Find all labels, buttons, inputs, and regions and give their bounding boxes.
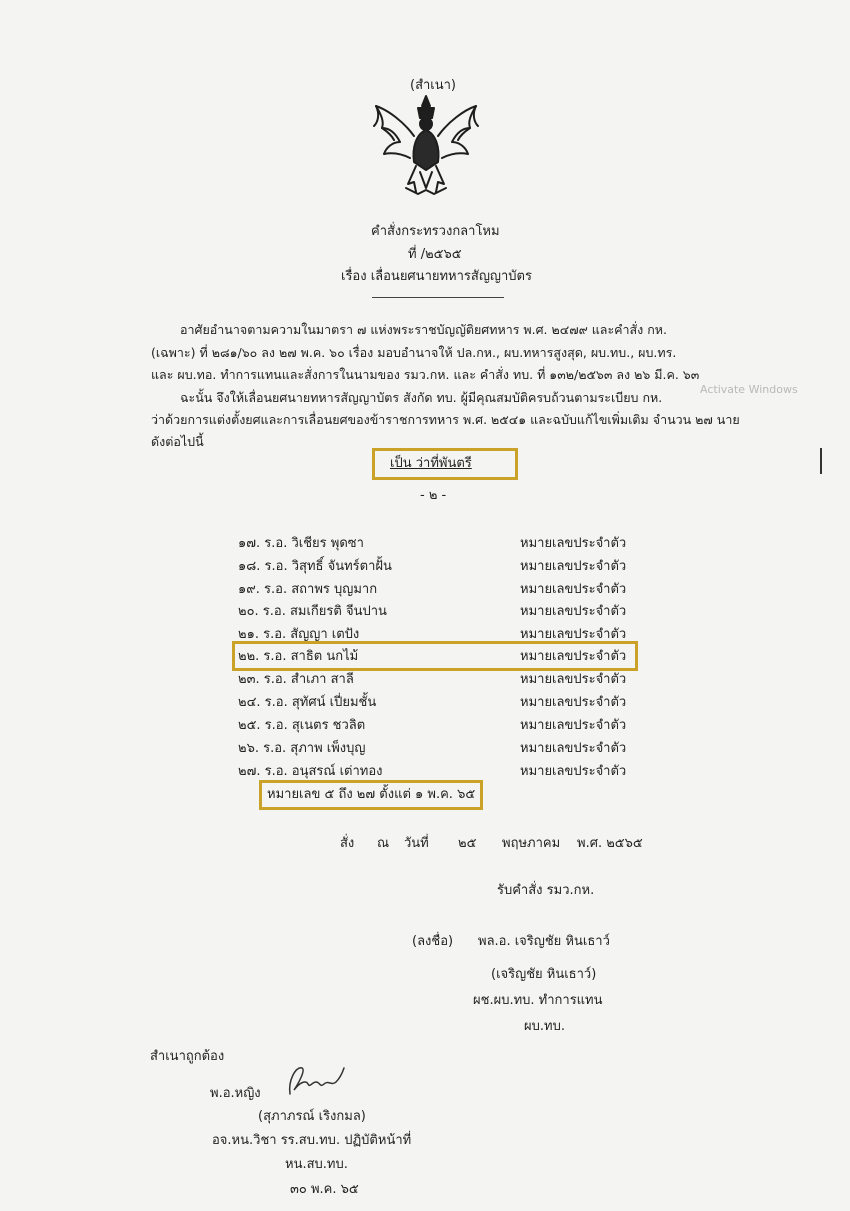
list-item-name: ๑๙. ร.อ. สถาพร บุญมาก — [238, 582, 378, 597]
certification-date: ๓๐ พ.ค. ๖๕ — [290, 1182, 359, 1197]
order-number: ที่ /๒๕๖๕ — [408, 247, 462, 262]
signed-label: (ลงชื่อ) — [412, 934, 454, 949]
page-marker: - ๒ - — [420, 488, 447, 503]
order-subject: เรื่อง เลื่อนยศนายทหารสัญญาบัตร — [341, 269, 532, 284]
header-divider — [372, 297, 504, 298]
position-line-1: ผช.ผบ.ทบ. ทำการแทน — [473, 993, 603, 1008]
list-item — [238, 692, 628, 714]
activation-watermark: Activate Windows — [700, 383, 798, 396]
list-item — [238, 579, 628, 601]
list-item-id-label: หมายเลขประจำตัว — [520, 695, 627, 710]
list-item-id-label: หมายเลขประจำตัว — [520, 718, 627, 733]
list-item-id-label: หมายเลขประจำตัว — [520, 764, 627, 779]
certifier-position: อจ.หน.วิชา รร.สบ.ทบ. ปฏิบัติหน้าที่ — [212, 1133, 412, 1148]
order-date-label: ณ — [377, 836, 390, 851]
list-item — [238, 669, 628, 691]
list-item — [238, 738, 628, 760]
cursor-bar — [820, 448, 822, 474]
list-item-id-label: หมายเลขประจำตัว — [520, 627, 627, 642]
list-item-highlighted — [238, 646, 628, 668]
list-item-name: ๒๐. ร.อ. สมเกียรติ จีนปาน — [238, 604, 387, 619]
list-item-name: ๑๗. ร.อ. วิเชียร พุดซา — [238, 536, 364, 551]
order-date-label: สั่ง — [340, 836, 355, 851]
list-item-id-label: หมายเลขประจำตัว — [520, 672, 627, 687]
certified-copy: สำเนาถูกต้อง — [150, 1049, 225, 1064]
list-item — [238, 533, 628, 555]
signed-name: พล.อ. เจริญชัย หินเธาว์ — [478, 934, 610, 949]
handwritten-signature-icon — [282, 1060, 352, 1100]
certifier-name: (สุภาภรณ์ เริงกมล) — [258, 1109, 366, 1124]
list-item-id-label: หมายเลขประจำตัว — [520, 604, 627, 619]
order-date-day: ๒๕ — [458, 836, 477, 851]
certifier-unit: หน.สบ.ทบ. — [285, 1157, 348, 1172]
list-item-name: ๒๓. ร.อ. สำเภา สาลี — [238, 672, 354, 687]
list-item-id-label: หมายเลขประจำตัว — [520, 536, 627, 551]
copy-mark: (สำเนา) — [410, 78, 457, 93]
list-item-name: ๒๒. ร.อ. สาธิต นกไม้ — [238, 649, 359, 664]
para-line: อาศัยอำนาจตามความในมาตรา ๗ แห่งพระราชบัญญัติยศทหาร พ.ศ. ๒๔๗๙ และคำสั่ง กห. — [180, 322, 668, 337]
rank-heading: เป็น ว่าที่พันตรี — [390, 456, 472, 471]
order-date-year: พ.ศ. ๒๕๖๕ — [577, 836, 643, 851]
effective-note: หมายเลข ๕ ถึง ๒๗ ตั้งแต่ ๑ พ.ค. ๖๕ — [267, 787, 476, 802]
list-item-name: ๑๘. ร.อ. วิสุทธิ์ จันทร์ตาฝั้น — [238, 559, 392, 574]
order-date-label: วันที่ — [404, 836, 429, 851]
order-title: คำสั่งกระทรวงกลาโหม — [371, 224, 500, 239]
para-line: ฉะนั้น จึงให้เลื่อนยศนายทหารสัญญาบัตร สังกัด ทบ. ผู้มีคุณสมบัติครบถ้วนตามระเบียบ กห. — [180, 390, 663, 405]
list-item-name: ๒๖. ร.อ. สุภาพ เพ็งบุญ — [238, 741, 366, 756]
para-line: และ ผบ.ทอ. ทำการแทนและสั่งการในนามของ รมว.กห. และ คำสั่ง ทบ. ที่ ๑๓๒/๒๕๖๓ ลง ๒๖ มี.ค. ๖๓ — [151, 367, 700, 382]
para-line: ว่าด้วยการแต่งตั้งยศและการเลื่อนยศของข้าราชการทหาร พ.ศ. ๒๕๔๑ และฉบับแก้ไขเพิ่มเติม จำนวน ๒๗ นาย — [151, 412, 740, 427]
printed-name: (เจริญชัย หินเธาว์) — [491, 967, 597, 982]
list-item-id-label: หมายเลขประจำตัว — [520, 582, 627, 597]
certifier-rank: พ.อ.หญิง — [210, 1086, 261, 1101]
para-line: (เฉพาะ) ที่ ๒๘๑/๖๐ ลง ๒๗ พ.ค. ๖๐ เรื่อง มอบอำนาจให้ ปล.กห., ผบ.ทหารสูงสุด, ผบ.ทบ., ผบ.ทร. — [151, 345, 677, 360]
list-item-name: ๒๗. ร.อ. อนุสรณ์ เต่าทอง — [238, 764, 383, 779]
position-line-2: ผบ.ทบ. — [524, 1019, 565, 1034]
list-item — [238, 715, 628, 737]
list-item-name: ๒๔. ร.อ. สุทัศน์ เปี่ยมชั้น — [238, 695, 377, 710]
list-item-id-label: หมายเลขประจำตัว — [520, 741, 627, 756]
list-item — [238, 556, 628, 578]
para-line: ดังต่อไปนี้ — [151, 434, 204, 449]
list-item — [238, 601, 628, 623]
garuda-emblem-icon — [370, 92, 482, 200]
list-item-id-label: หมายเลขประจำตัว — [520, 649, 627, 664]
received-order: รับคำสั่ง รมว.กห. — [497, 883, 595, 898]
list-item-name: ๒๑. ร.อ. สัญญา เตปัง — [238, 627, 360, 642]
list-item-name: ๒๕. ร.อ. สุเนตร ชวลิต — [238, 718, 366, 733]
order-date-month: พฤษภาคม — [502, 836, 561, 851]
list-item-id-label: หมายเลขประจำตัว — [520, 559, 627, 574]
